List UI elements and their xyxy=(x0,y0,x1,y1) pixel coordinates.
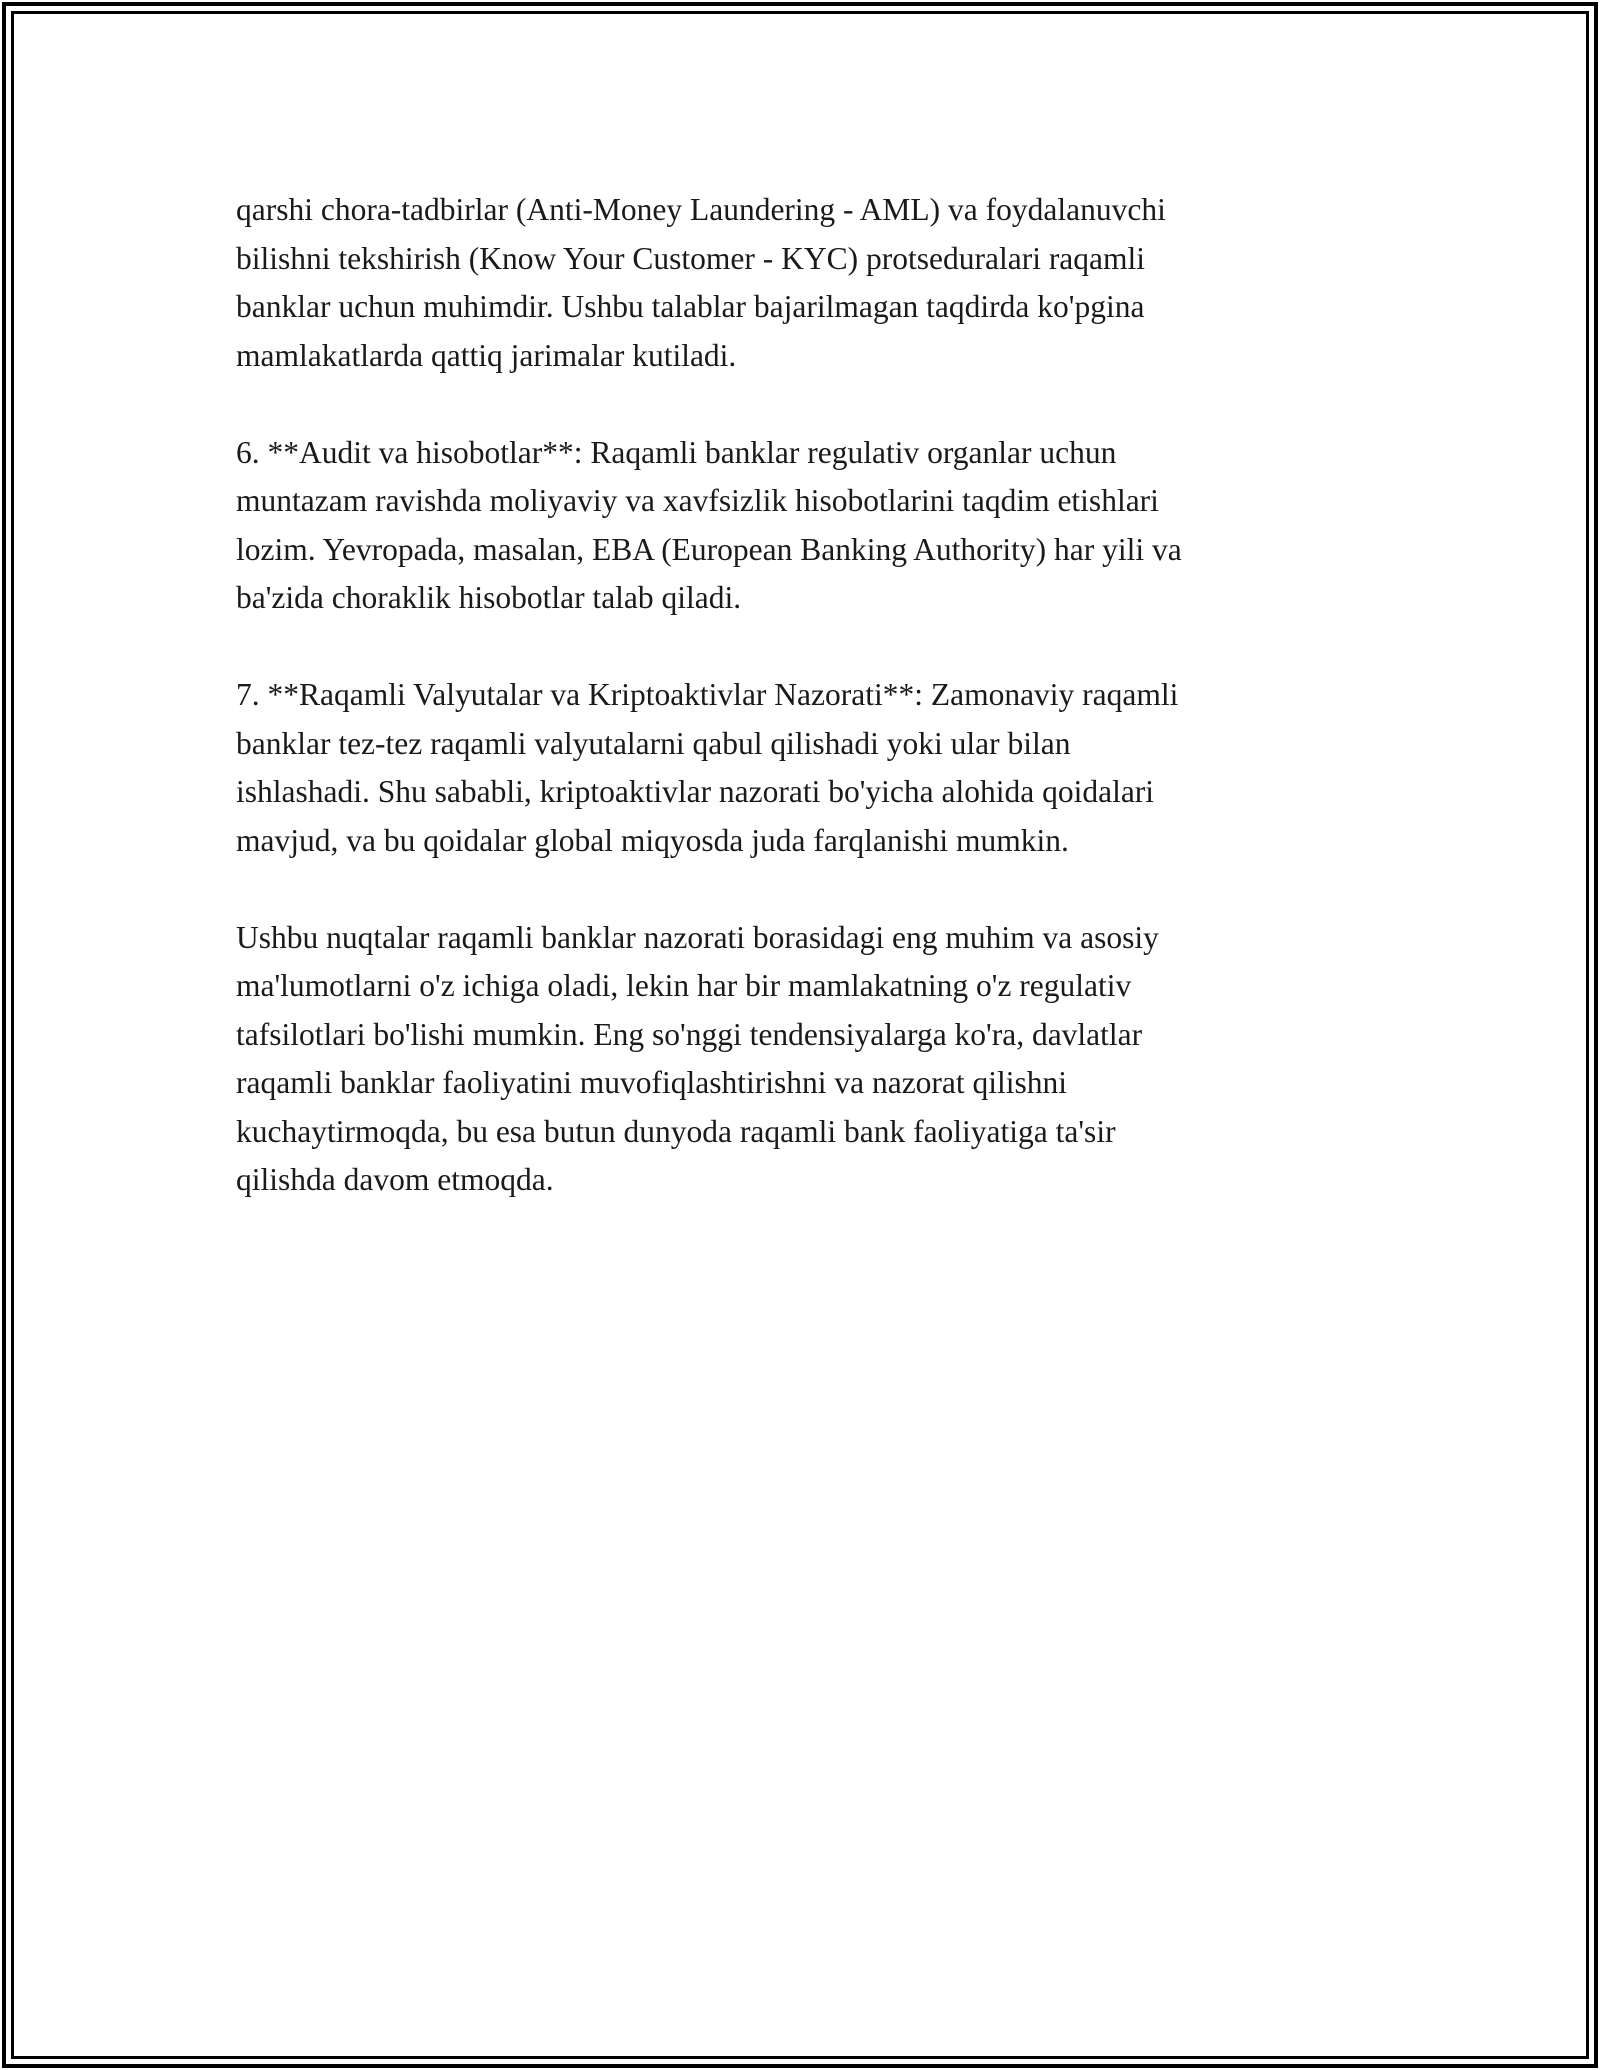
text-line: 6. **Audit va hisobotlar**: Raqamli banklar regulativ organlar uchun xyxy=(236,434,1117,470)
text-line: kuchaytirmoqda, bu esa butun dunyoda raqamli bank faoliyatiga ta'sir xyxy=(236,1113,1116,1149)
paragraph-aml-kyc xyxy=(236,186,1376,380)
text-line: tafsilotlari bo'lishi mumkin. Eng so'nggi tendensiyalarga ko'ra, davlatlar xyxy=(236,1016,1143,1052)
text-line: Ushbu nuqtalar raqamli banklar nazorati borasidagi eng muhim va asosiy xyxy=(236,919,1159,955)
text-line: raqamli banklar faoliyatini muvofiqlashtirishni va nazorat qilishni xyxy=(236,1065,1068,1100)
text-line: qarshi chora-tadbirlar (Anti-Money Laundering - AML) va foydalanuvchi xyxy=(236,192,1166,227)
paragraph-crypto-oversight xyxy=(236,671,1376,865)
text-line: mamlakatlarda qattiq jarimalar kutiladi. xyxy=(236,337,737,373)
text-line: lozim. Yevropada, masalan, EBA (European Banking Authority) har yili va xyxy=(236,531,1182,567)
text-line: mavjud, va bu qoidalar global miqyosda juda farqlanishi mumkin. xyxy=(236,822,1069,858)
paragraph-conclusion xyxy=(236,914,1376,1205)
text-line: bilishni tekshirish (Know Your Customer - KYC) protseduralari raqamli xyxy=(236,240,1146,276)
text-line: banklar uchun muhimdir. Ushbu talablar bajarilmagan taqdirda ko'pgina xyxy=(236,289,1145,324)
text-line: banklar tez-tez raqamli valyutalarni qabul qilishadi yoki ular bilan xyxy=(236,725,1071,761)
text-line: qilishda davom etmoqda. xyxy=(236,1162,554,1197)
text-line: 7. **Raqamli Valyutalar va Kriptoaktivlar Nazorati**: Zamonaviy raqamli xyxy=(236,677,1179,712)
text-line: ishlashadi. Shu sababli, kriptoaktivlar nazorati bo'yicha alohida qoidalari xyxy=(236,774,1155,809)
text-line: muntazam ravishda moliyaviy va xavfsizlik hisobotlarini taqdim etishlari xyxy=(236,483,1159,518)
paragraph-audit-reports xyxy=(236,429,1376,623)
text-line: ba'zida choraklik hisobotlar talab qiladi. xyxy=(236,580,742,615)
document-body xyxy=(236,186,1376,1253)
text-line: ma'lumotlarni o'z ichiga oladi, lekin har bir mamlakatning o'z regulativ xyxy=(236,968,1132,1003)
